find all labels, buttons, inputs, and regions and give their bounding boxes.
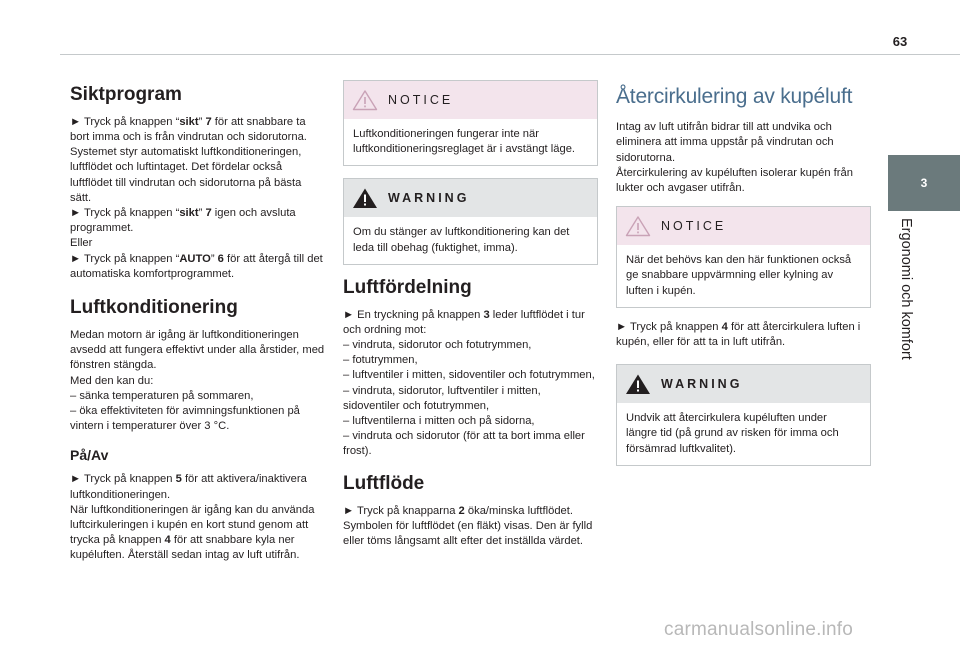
chapter-label [896, 218, 918, 378]
warning-title: WARNING [388, 191, 470, 206]
heading-luftfordelning: Luftfördelning [343, 276, 472, 298]
fordelning-item: – vindruta, sidorutor och fotutrymmen, [343, 339, 532, 352]
atercirk-step: ► Tryck på knappen 4 för att återcirkulera luften i kupén, eller för att ta in luft utifrån. [616, 320, 861, 349]
chapter-tab-number: 3 [920, 176, 928, 190]
warning-triangle-icon [352, 89, 378, 111]
notice-title: NOTICE [661, 219, 727, 234]
warning-text: Undvik att återcirkulera kupéluften under längre tid (på grund av risken för imma och försämrad luftkvalitet). [626, 412, 839, 455]
warning-triangle-icon [625, 215, 651, 237]
warning-header [617, 365, 870, 403]
notice-header [617, 207, 870, 245]
paav-step: ► Tryck på knappen 5 för att aktivera/inaktivera luftkonditioneringen. [70, 473, 307, 501]
fordelning-item: – luftventilerna i mitten och på sidorna, [343, 415, 535, 428]
flode-step: ► Tryck på knapparna 2 öka/minska luftflödet. [343, 504, 573, 517]
column-right [616, 78, 871, 478]
luftkond-item-1: – sänka temperaturen på sommaren, [70, 389, 254, 402]
warning-header [344, 179, 597, 217]
heading-siktprogram: Siktprogram [70, 84, 182, 105]
luftkond-p1: Medan motorn är igång är luftkonditioneringen avsedd att fungera effektivt under alla årstider, med fönstren stängda. [70, 328, 325, 372]
siktprogram-step-1: ► Tryck på knappen “sikt” 7 för att snabbare ta bort imma och is från vindrutan och sidorutorna. [70, 115, 307, 144]
fordelning-item: – fotutrymmen, [343, 354, 418, 367]
header-rule [60, 54, 960, 55]
warning-triangle-icon [625, 373, 651, 395]
warning-title: WARNING [661, 377, 743, 392]
notice-title: NOTICE [388, 93, 454, 107]
paav-desc: När luftkonditioneringen är igång kan du använda luftcirkuleringen i kupén en kort stund genom att trycka på knappen 4 för att snabbare kyla ner kupéluften. Återställ sedan intag av luft utifrån. [70, 503, 315, 562]
column-middle [343, 78, 598, 549]
fordelning-item: – luftventiler i mitten, sidoventiler och fotutrymmen, [343, 369, 595, 382]
luftkond-p2: Med den kan du: [70, 374, 154, 387]
heading-luftkonditionering: Luftkonditionering [70, 297, 238, 319]
warning-box [343, 178, 598, 264]
atercirk-p2: Återcirkulering av kupéluften isolerar kupén från lukter och avgaser utifrån. [616, 166, 853, 194]
heading-atercirkulering: Återcirkulering av kupéluft [616, 85, 853, 108]
page-number: 63 [892, 34, 908, 49]
flode-desc: Symbolen för luftflödet (en fläkt) visas. Den är fylld eller töms långsamt allt efter det inställda värdet. [343, 519, 593, 547]
atercirk-p1: Intag av luft utifrån bidrar till att undvika och eliminera att imma uppstår på vindrutan och sidorutorna. [616, 121, 834, 164]
column-left [70, 78, 325, 564]
notice-box [343, 80, 598, 166]
fordelning-item: – vindruta och sidorutor (för att ta bort imma eller frost). [343, 430, 585, 458]
notice-text: Luftkonditioneringen fungerar inte när luftkonditioneringsreglaget är i avstängt läge. [353, 128, 576, 156]
heading-luftflode: Luftflöde [343, 472, 425, 494]
warning-box [616, 364, 871, 466]
luftkond-item-2: – öka effektiviteten för avimningsfunktionen på vintern i temperaturer över 3 °C. [70, 404, 300, 433]
warning-triangle-icon [352, 187, 378, 209]
warning-text: Om du stänger av luftkonditionering kan det leda till obehag (fuktighet, imma). [353, 226, 570, 254]
notice-box [616, 206, 871, 308]
siktprogram-step-3: ► Tryck på knappen “AUTO” 6 för att återgå till det automatiska komfortprogrammet. [70, 252, 323, 280]
siktprogram-step-2: ► Tryck på knappen “sikt” 7 igen och avsluta programmet. [70, 207, 296, 235]
watermark: carmanualsonline.info [664, 619, 854, 640]
heading-paav: På/Av [70, 447, 109, 464]
siktprogram-desc: Systemet styr automatiskt luftkonditioneringen, luftflödet och luftintaget. Det fördelar också luftflödet till vindrutan och sidorutorna på bästa sätt. [70, 146, 302, 204]
fordelning-item: – vindruta, sidorutor, luftventiler i mitten, sidoventiler och fotutrymmen, [343, 384, 541, 412]
siktprogram-or: Eller [70, 237, 93, 250]
chapter-tab[interactable] [888, 155, 960, 211]
notice-header [344, 81, 597, 119]
chapter-label-text: Ergonomi och komfort [898, 218, 914, 360]
fordelning-intro: ► En tryckning på knappen 3 leder luftflödet i tur och ordning mot: [343, 308, 585, 336]
notice-text: När det behövs kan den här funktionen också ge snabbare uppvärmning eller kylning av luften i kupén. [626, 254, 852, 297]
